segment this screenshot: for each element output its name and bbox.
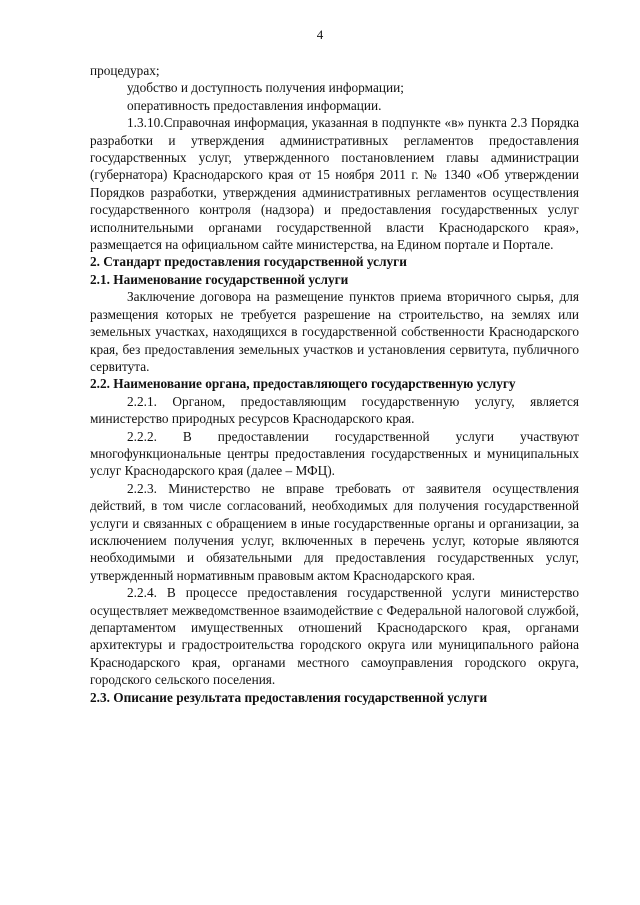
- intro-line-accessibility: удобство и доступность получения информации;: [127, 80, 404, 96]
- section-2-1-text: Заключение договора на размещение пунктов приема вторичного сырья, для размещения которых не требуется разрешение на строительство, на землях или земельных участках, находящихся в государственной собственности Краснодарского края, без предоставления земельных участков и установления сервитута, публичного сервитута.: [90, 289, 579, 374]
- paragraph-2-2-1: 2.2.1. Органом, предоставляющим государственную услугу, является министерство природных ресурсов Краснодарского края.: [90, 393, 579, 427]
- section-2-2-heading: 2.2. Наименование органа, предоставляющего государственную услугу: [90, 376, 516, 392]
- paragraph-2-2-4: 2.2.4. В процессе предоставления государственной услуги министерство осуществляет межведомственное взаимодействие с Федеральной налоговой службой, департаментом имущественных отношений Краснодарского края, органами архитектуры и градостроительства городского округа или муниципального района Краснодарского края, органами местного самоуправления городского округа, городского сельского поселения.: [90, 585, 579, 688]
- paragraph-2-2-3: 2.2.3. Министерство не вправе требовать от заявителя осуществления действий, в том числе согласований, необходимых для получения государственной услуги и связанных с обращением в иные государственные органы и организации, за исключением получения услуг, включенных в перечень услуг, которые являются необходимыми и обязательными для предоставления государственных услуг, утвержденный нормативным правовым актом Краснодарского края.: [90, 480, 579, 583]
- intro-line-promptness: оперативность предоставления информации.: [127, 97, 382, 113]
- paragraph-1-3-10: 1.3.10.Справочная информация, указанная в подпункте «в» пункта 2.3 Порядка разработки и утверждения административных регламентов предоставления государственных услуг, утвержденного постановлением главы администрации (губернатора) Краснодарского края от 15 ноября 2011 г. № 1340 «Об утверждении Порядков разработки, утверждения административных регламентов осуществления государственного контроля (надзора) и предоставления государственных услуг исполнительными органами государственной власти Краснодарского края», размещается на официальном сайте министерства, на Едином портале и Портале.: [90, 115, 579, 253]
- intro-line-procedures: процедурах;: [90, 63, 160, 78]
- section-2-3-heading: 2.3. Описание результата предоставления государственной услуги: [90, 689, 488, 705]
- paragraph-2-2-2: 2.2.2. В предоставлении государственной услуги участвуют многофункциональные центры предоставления государственных и муниципальных услуг Краснодарского края (далее – МФЦ).: [90, 428, 579, 479]
- section-2-heading: 2. Стандарт предоставления государственной услуги: [90, 254, 407, 270]
- page-number: 4: [316, 27, 324, 42]
- document-body: [90, 62, 579, 706]
- section-2-1-heading: 2.1. Наименование государственной услуги: [90, 271, 349, 287]
